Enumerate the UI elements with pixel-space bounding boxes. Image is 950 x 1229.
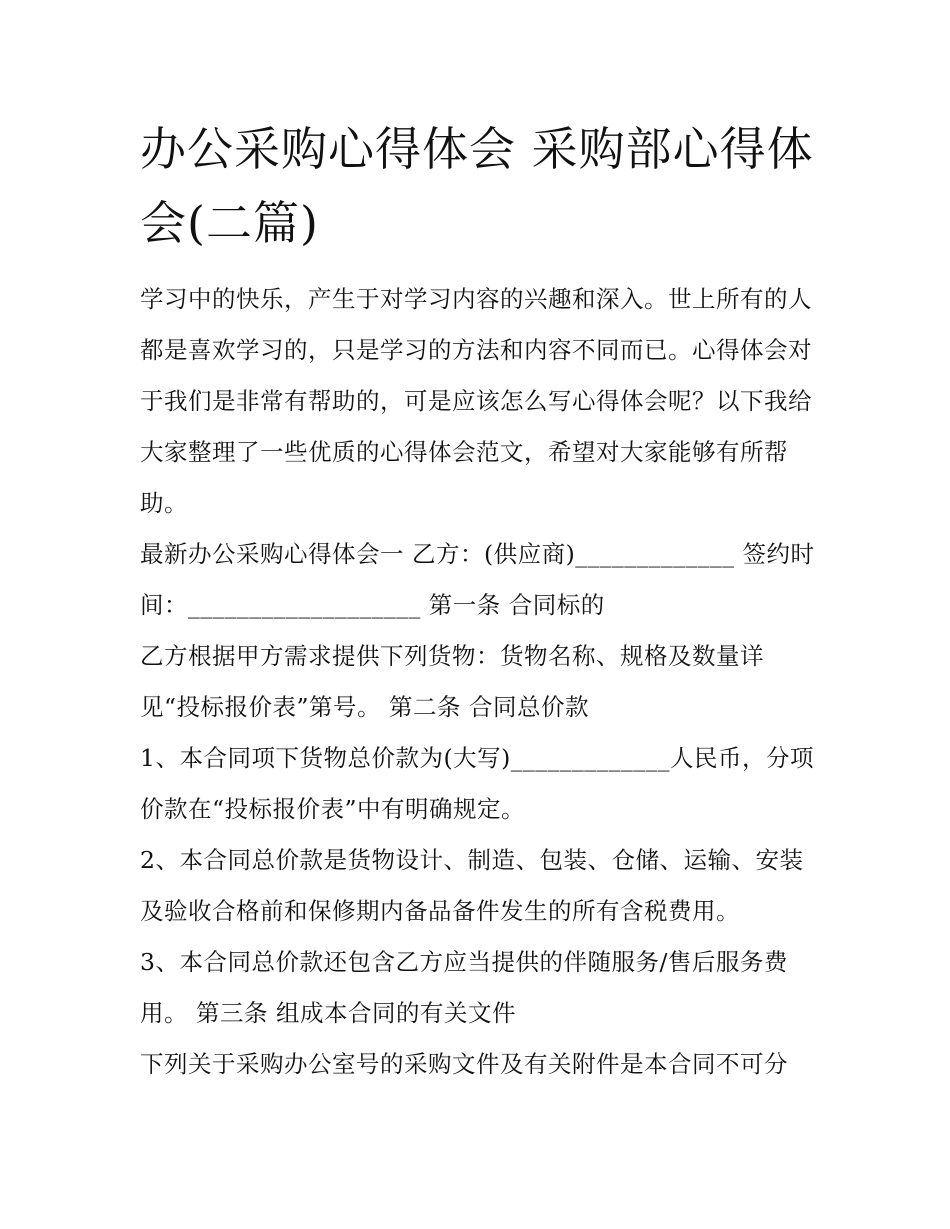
document-page (140, 112, 820, 1090)
document-title: 办公采购心得体会 采购部心得体会(二篇) (140, 122, 814, 250)
clause-3-paragraph: 3、本合同总价款还包含乙方应当提供的伴随服务/售后服务费用。 第三条 组成本合同的有关文件 (140, 948, 788, 1027)
clause-2-paragraph: 2、本合同总价款是货物设计、制造、包装、仓储、运输、安装及验收合格前和保修期内备品备件发生的所有含税费用。 (140, 846, 804, 925)
contract-header-paragraph: 最新办公采购心得体会一 乙方：(供应商)_____________ 签约时间：___________________ 第一条 合同标的 (140, 540, 815, 619)
intro-paragraph: 学习中的快乐，产生于对学习内容的兴趣和深入。世上所有的人都是喜欢学习的，只是学习的方法和内容不同而已。心得体会对于我们是非常有帮助的，可是应该怎么写心得体会呢？以下我给大家整理了一些优质的心得体会范文，希望对大家能够有所帮助。 (140, 285, 812, 517)
article-one-paragraph: 乙方根据甲方需求提供下列货物：货物名称、规格及数量详见“投标报价表”第号。 第二条 合同总价款 (140, 642, 764, 721)
article-three-paragraph: 下列关于采购办公室号的采购文件及有关附件是本合同不可分 (140, 1050, 788, 1078)
clause-1-paragraph: 1、本合同项下货物总价款为(大写)_____________人民币，分项价款在“投标报价表”中有明确规定。 (140, 744, 815, 823)
